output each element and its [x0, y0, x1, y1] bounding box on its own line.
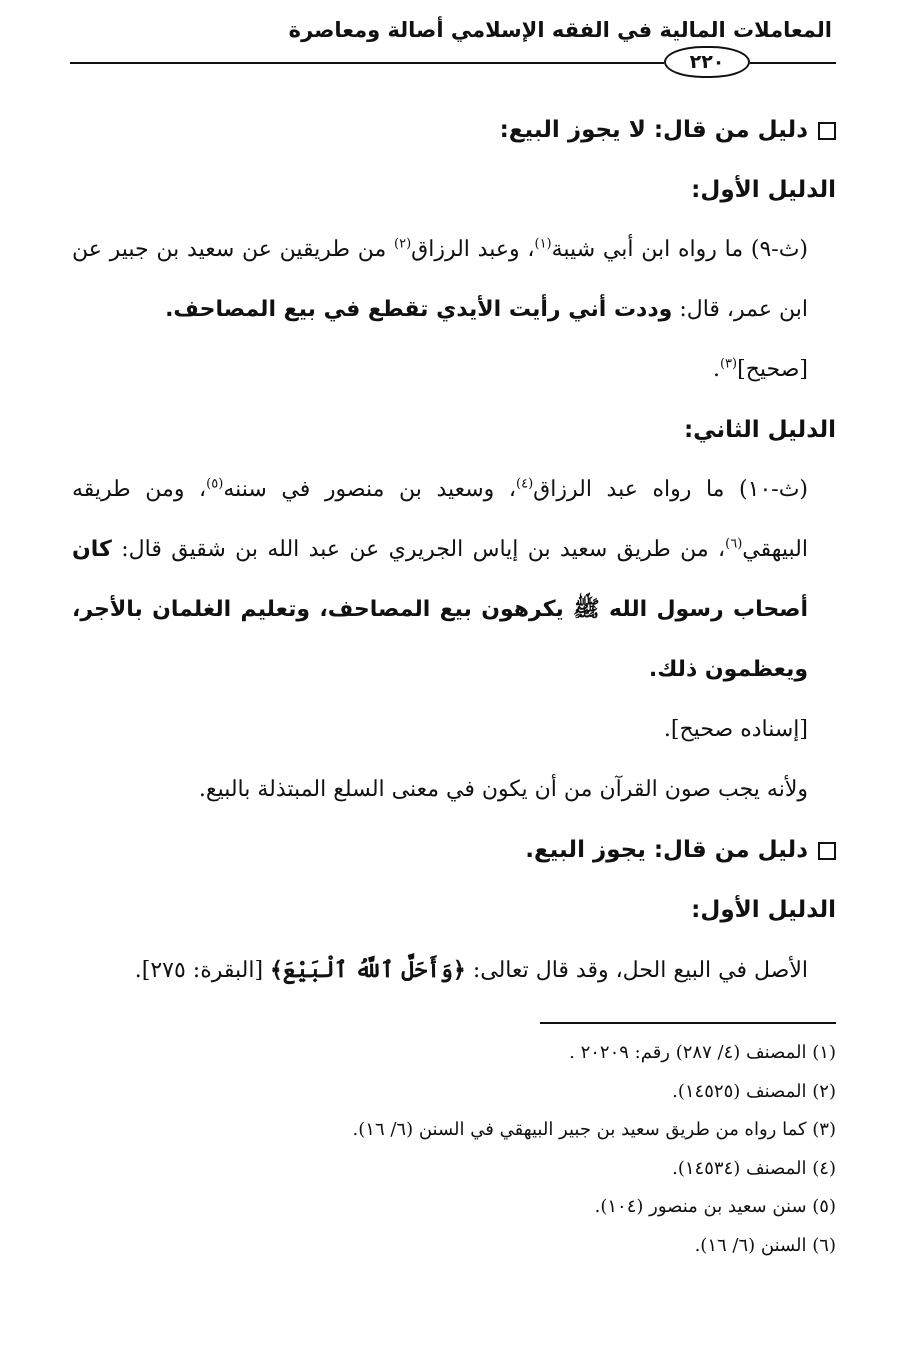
- verse-reference: [البقرة: ٢٧٥].: [134, 958, 271, 983]
- footnote-5: (٥) سنن سعيد بن منصور (١٠٤).: [594, 1196, 836, 1217]
- athar-10-paragraph: (ث-١٠) ما رواه عبد الرزاق$^{(٤)}$، وسعيد بن منصور في سننه$^{(٥)}$، ومن طريقه البيهقي$^{(٦)}$، من طريق سعيد بن إياس الجريري عن عبد الله بن شقيق قال: كان أصحاب رسول الله ﷺ يكرهون بيع المصاحف، وتعليم الغلمان بالأجر، ويعظمون ذلك.: [72, 476, 808, 682]
- footnote-ref-1[interactable]: (١): [534, 236, 552, 252]
- section-heading-permission: دليل من قال: يجوز البيع.: [72, 820, 836, 880]
- main-text: [72, 100, 836, 1001]
- footnote-2: (٢) المصنف (١٤٥٢٥).: [672, 1080, 836, 1102]
- section-heading-prohibition: دليل من قال: لا يجوز البيع:: [72, 100, 836, 160]
- running-header-title: المعاملات المالية في الفقه الإسلامي أصالة ومعاصرة: [288, 18, 832, 42]
- athar-9-grade: [صحيح]$^{(٣)}$.: [712, 356, 808, 382]
- footnote-6: (٦) السنن (٦/ ١٦).: [694, 1234, 836, 1256]
- reason-paragraph: ولأنه يجب صون القرآن من أن يكون في معنى السلع المبتذلة بالبيع.: [198, 777, 808, 802]
- header-rule-right: [750, 62, 836, 64]
- footnote-ref-3[interactable]: (٣): [719, 356, 738, 372]
- footnotes: [72, 1034, 836, 1265]
- square-bullet-icon: [818, 842, 836, 860]
- athar-9-quote: وددت أني رأيت الأيدي تقطع في بيع المصاحف.: [165, 297, 673, 322]
- athar-10-quote: كان أصحاب رسول الله ﷺ يكرهون بيع المصاحف، وتعليم الغلمان بالأجر، ويعظمون ذلك.: [72, 537, 808, 682]
- footnote-3: (٣) كما رواه من طريق سعيد بن جبير البيهقي في السنن (٦/ ١٦).: [352, 1119, 836, 1140]
- square-bullet-icon: [818, 122, 836, 140]
- footnote-4: (٤) المصنف (١٤٥٣٤).: [672, 1157, 836, 1179]
- subheading-second-evidence: الدليل الثاني:: [683, 417, 836, 443]
- footnote-separator: [540, 1022, 836, 1024]
- footnote-ref-2[interactable]: (٢): [394, 236, 412, 252]
- header-rule-left: [70, 62, 664, 64]
- subheading-first-evidence: الدليل الأول:: [691, 177, 836, 203]
- footnote-1: (١) المصنف (٤/ ٢٨٧) رقم: ٢٠٢٠٩ .: [569, 1042, 836, 1063]
- athar-10-grade: [إسناده صحيح].: [663, 717, 808, 742]
- athar-9-paragraph: (ث-٩) ما رواه ابن أبي شيبة$^{(١)}$، وعبد الرزاق$^{(٢)}$ من طريقين عن سعيد بن جبير عن ابن عمر، قال: وددت أني رأيت الأيدي تقطع في بيع المصاحف.: [72, 236, 809, 322]
- footnote-ref-4[interactable]: (٤): [516, 476, 534, 492]
- quran-verse: ﴿وَأَحَلَّ ٱللَّهُ ٱلْبَيْعَ﴾: [270, 957, 466, 983]
- footnote-ref-6[interactable]: (٦): [725, 536, 743, 552]
- verse-paragraph: الأصل في البيع الحل، وقد قال تعالى: ﴿وَأَحَلَّ ٱللَّهُ ٱلْبَيْعَ﴾ [البقرة: ٢٧٥].: [134, 957, 808, 983]
- subheading-first-evidence-2: الدليل الأول:: [691, 897, 836, 923]
- footnote-ref-5[interactable]: (٥): [206, 476, 224, 492]
- page-number: ٢٢٠: [664, 46, 750, 78]
